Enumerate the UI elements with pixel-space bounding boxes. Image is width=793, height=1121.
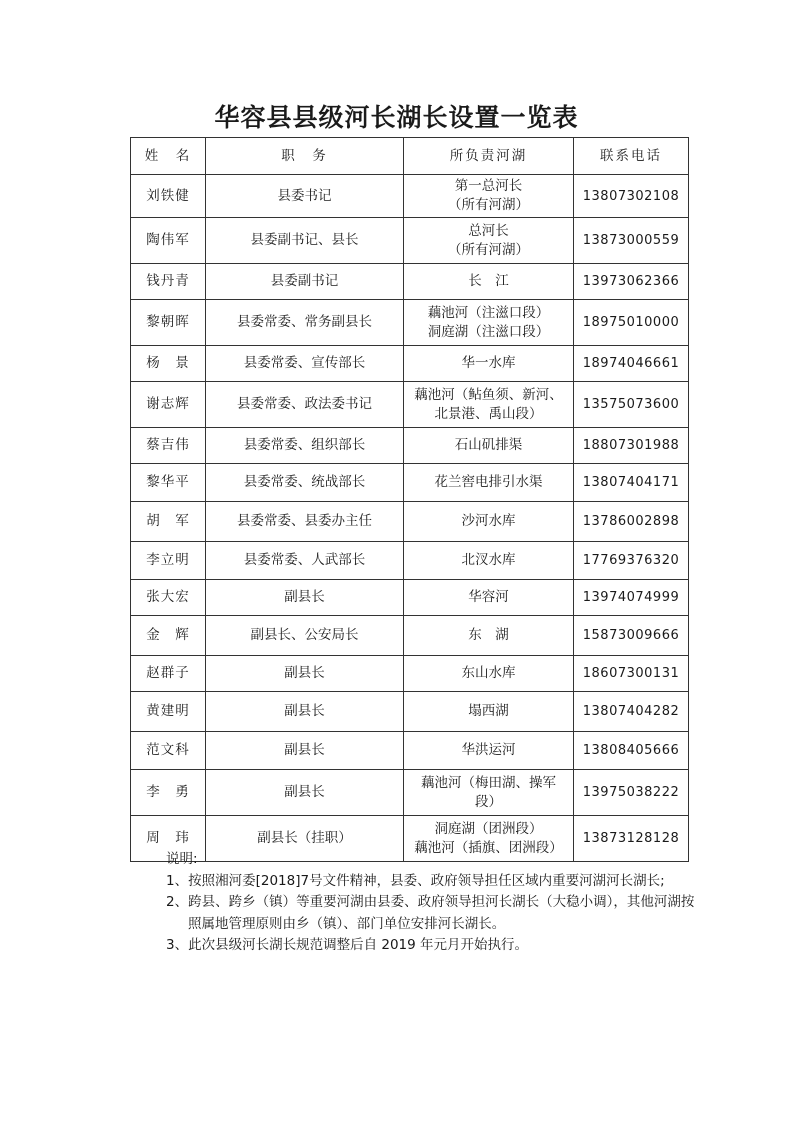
cell-position: 副县长（挂职） [206,816,404,862]
document-title: 华容县县级河长湖长设置一览表 [214,103,579,132]
cell-position: 副县长 [206,656,404,692]
lake-line: 段） [475,793,502,810]
table-row [131,346,689,382]
lake-line: 东山水库 [461,665,516,681]
header-position: 职 务 [206,138,404,175]
cell-phone: 13807404171 [574,464,689,502]
cell-phone: 13873128128 [574,816,689,862]
cell-phone: 13807404282 [574,692,689,732]
table-row [131,464,689,502]
cell-lakes [404,346,574,382]
cell-phone: 13873000559 [574,218,689,264]
cell-phone: 13973062366 [574,264,689,300]
cell-name: 李 勇 [131,770,206,816]
cell-name: 黎朝晖 [131,300,206,346]
cell-lakes [404,580,574,616]
cell-position: 县委副书记 [206,264,404,300]
cell-position: 县委常委、政法委书记 [206,382,404,428]
header-lakes: 所负责河湖 [404,138,574,175]
header-name: 姓 名 [131,138,206,175]
lake-line: 第一总河长 [454,178,523,194]
cell-lakes [404,732,574,770]
cell-lakes [404,692,574,732]
cell-phone: 18975010000 [574,300,689,346]
cell-name: 李立明 [131,542,206,580]
table-body [131,175,689,862]
cell-phone: 18807301988 [574,428,689,464]
cell-position: 县委常委、统战部长 [206,464,404,502]
cell-position: 县委书记 [206,175,404,218]
cell-phone: 18974046661 [574,346,689,382]
lake-line: 沙河水库 [461,513,516,529]
cell-name: 陶伟军 [131,218,206,264]
note-item-3: 3、此次县级河长湖长规范调整后自 2019 年元月开始执行。 [166,937,529,953]
lake-line: 总河长 [468,222,509,239]
lake-line: （所有河湖） [448,241,529,258]
cell-position: 副县长 [206,580,404,616]
lake-line: 藕池河（插旗、团洲段） [414,839,563,856]
note-item-2: 2、跨县、跨乡（镇）等重要河湖由县委、政府领导担河长湖长（大稳小调），其他河湖按照属地管理原则由乡（镇）、部门单位安排河长湖长。 [166,894,695,932]
cell-lakes [404,542,574,580]
cell-lakes [404,616,574,656]
table-row [131,428,689,464]
note-item-1: 1、按照湘河委[2018]7号文件精神，县委、政府领导担任区域内重要河湖河长湖长; [166,872,665,889]
cell-name: 谢志辉 [131,382,206,428]
river-chief-table [130,137,689,862]
cell-phone: 13575073600 [574,382,689,428]
lake-line: 华容河 [468,589,509,605]
lake-line: 洞庭湖（注滋口段） [427,323,550,340]
lake-line: 北景港、禹山段） [434,405,543,422]
cell-position: 副县长 [206,692,404,732]
cell-name: 蔡吉伟 [131,428,206,464]
table-row [131,616,689,656]
cell-position: 副县长、公安局长 [206,616,404,656]
cell-phone: 13807302108 [574,175,689,218]
table-row [131,770,689,816]
cell-lakes [404,656,574,692]
cell-name: 钱丹青 [131,264,206,300]
table-row [131,580,689,616]
cell-phone: 15873009666 [574,616,689,656]
notes-label: 说明: [166,851,198,867]
table-row [131,542,689,580]
notes-section [166,849,696,957]
cell-lakes [404,175,574,218]
header-phone: 联系电话 [574,138,689,175]
cell-position: 县委常委、人武部长 [206,542,404,580]
cell-name: 黎华平 [131,464,206,502]
lake-line: 藕池河（梅田湖、操军 [421,774,556,791]
cell-name: 周 玮 [131,816,206,862]
cell-phone: 18607300131 [574,656,689,692]
cell-position: 县委常委、常务副县长 [206,300,404,346]
cell-position: 副县长 [206,770,404,816]
cell-name: 金 辉 [131,616,206,656]
lake-line: 东 湖 [468,627,509,643]
cell-name: 杨 景 [131,346,206,382]
cell-lakes [404,502,574,542]
cell-name: 黄建明 [131,692,206,732]
table-row [131,218,689,264]
table-header-row [131,138,689,175]
cell-lakes [404,218,574,264]
lake-line: 塌西湖 [468,703,509,719]
cell-name: 胡 军 [131,502,206,542]
lake-line: 花兰窖电排引水渠 [434,474,543,490]
cell-lakes [404,382,574,428]
cell-phone: 17769376320 [574,542,689,580]
table-row [131,382,689,428]
lake-line: 洞庭湖（团洲段） [434,820,543,837]
cell-phone: 13808405666 [574,732,689,770]
table-row [131,692,689,732]
cell-lakes [404,264,574,300]
lake-line: 华洪运河 [461,742,516,758]
cell-lakes [404,300,574,346]
cell-lakes [404,770,574,816]
cell-position: 副县长 [206,732,404,770]
table-row [131,300,689,346]
cell-phone: 13975038222 [574,770,689,816]
cell-position: 县委常委、组织部长 [206,428,404,464]
lake-line: 藕池河（注滋口段） [427,304,550,321]
cell-name: 范文科 [131,732,206,770]
lake-line: 长 江 [468,273,509,289]
cell-name: 赵群子 [131,656,206,692]
lake-line: 石山矶排渠 [454,437,523,453]
lake-line: （所有河湖） [448,197,529,213]
table-row [131,502,689,542]
cell-name: 刘铁健 [131,175,206,218]
lake-line: 北汊水库 [461,552,516,568]
cell-position: 县委常委、县委办主任 [206,502,404,542]
table-row [131,175,689,218]
table-row [131,264,689,300]
cell-phone: 13786002898 [574,502,689,542]
cell-phone: 13974074999 [574,580,689,616]
cell-name: 张大宏 [131,580,206,616]
lake-line: 华一水库 [461,355,516,371]
table-row [131,732,689,770]
cell-position: 县委常委、宣传部长 [206,346,404,382]
lake-line: 藕池河（鲇鱼须、新河、 [414,386,563,403]
cell-lakes [404,464,574,502]
table-row [131,656,689,692]
cell-lakes [404,428,574,464]
cell-position: 县委副书记、县长 [206,218,404,264]
